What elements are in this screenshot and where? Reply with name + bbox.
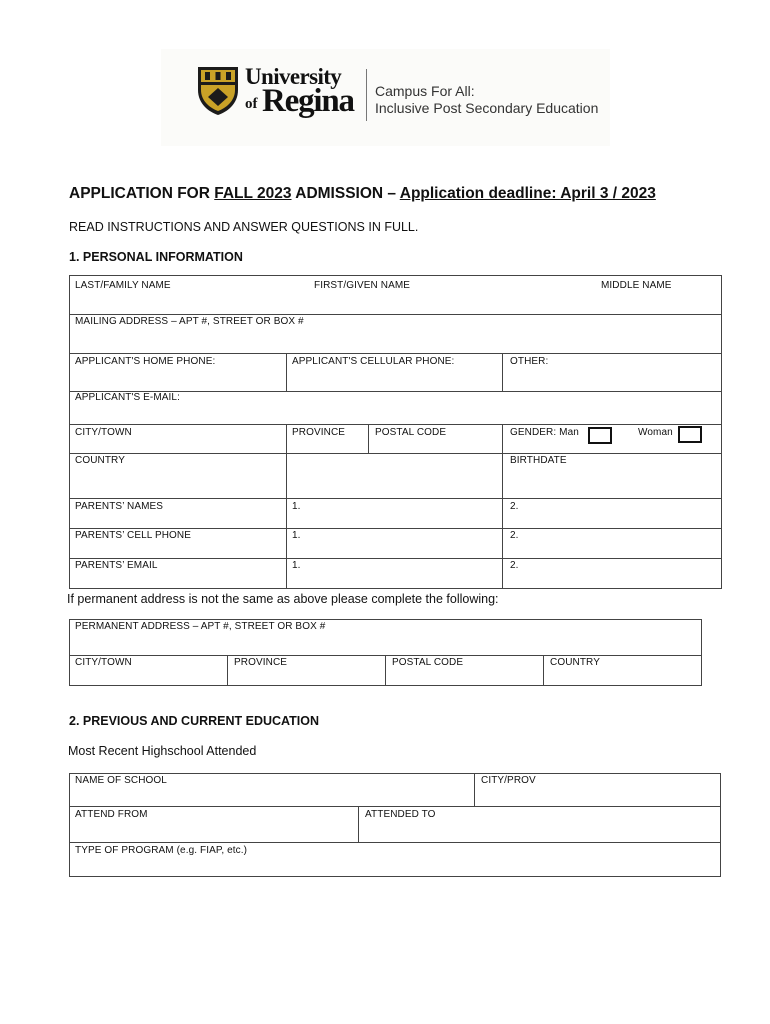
permanent-city-field[interactable]: CITY/TOWN bbox=[75, 657, 132, 668]
logo-divider bbox=[366, 69, 367, 121]
parent-2-email-field[interactable]: 2. bbox=[510, 560, 519, 571]
logo-university-text: University bbox=[245, 64, 342, 89]
permanent-address-note: If permanent address is not the same as above please complete the following: bbox=[67, 592, 499, 606]
parents-cell-label: PARENTS’ CELL PHONE bbox=[75, 530, 192, 541]
first-name-field[interactable]: FIRST/GIVEN NAME bbox=[314, 280, 411, 291]
section-personal-heading: 1. PERSONAL INFORMATION bbox=[69, 250, 243, 264]
attend-from-field[interactable]: ATTEND FROM bbox=[75, 809, 148, 820]
cell-phone-field[interactable]: APPLICANT'S CELLULAR PHONE: bbox=[292, 356, 455, 367]
attended-to-field[interactable]: ATTENDED TO bbox=[365, 809, 436, 820]
university-logo bbox=[161, 49, 610, 146]
middle-name-field[interactable]: MIDDLE NAME bbox=[601, 280, 672, 291]
program-type-field[interactable]: TYPE OF PROGRAM (e.g. FIAP, etc.) bbox=[75, 845, 248, 856]
logo-tagline-2: Inclusive Post Secondary Education bbox=[375, 100, 599, 116]
email-field[interactable]: APPLICANT'S E-MAIL: bbox=[75, 392, 180, 403]
title-deadline: Application deadline: April 3 / 2023 bbox=[399, 185, 656, 202]
school-city-prov-field[interactable]: CITY/PROV bbox=[481, 775, 536, 786]
shield-crest-icon bbox=[197, 66, 239, 116]
logo-regina-text: Regina bbox=[262, 83, 354, 119]
school-name-field[interactable]: NAME OF SCHOOL bbox=[75, 775, 167, 786]
education-table bbox=[69, 773, 721, 877]
birthdate-field[interactable]: BIRTHDATE bbox=[510, 455, 567, 466]
section-education-heading: 2. PREVIOUS AND CURRENT EDUCATION bbox=[69, 714, 320, 728]
instructions-text: READ INSTRUCTIONS AND ANSWER QUESTIONS IN FULL. bbox=[69, 220, 419, 234]
permanent-province-field[interactable]: PROVINCE bbox=[234, 657, 288, 668]
last-name-field[interactable]: LAST/FAMILY NAME bbox=[75, 280, 171, 291]
parents-names-label: PARENTS’ NAMES bbox=[75, 501, 164, 512]
gender-man-checkbox[interactable] bbox=[588, 427, 612, 444]
gender-label: GENDER: Man bbox=[510, 427, 579, 438]
logo-of-text: of bbox=[245, 96, 258, 112]
highschool-subheading: Most Recent Highschool Attended bbox=[68, 744, 257, 758]
city-field[interactable]: CITY/TOWN bbox=[75, 427, 132, 438]
country-field[interactable]: COUNTRY bbox=[75, 455, 125, 466]
permanent-country-field[interactable]: COUNTRY bbox=[550, 657, 600, 668]
logo-tagline-1: Campus For All: bbox=[375, 83, 475, 99]
postal-code-field[interactable]: POSTAL CODE bbox=[375, 427, 447, 438]
mailing-address-field[interactable]: MAILING ADDRESS – APT #, STREET OR BOX # bbox=[75, 316, 304, 327]
other-phone-field[interactable]: OTHER: bbox=[510, 356, 549, 367]
permanent-postal-field[interactable]: POSTAL CODE bbox=[392, 657, 464, 668]
gender-woman-checkbox[interactable] bbox=[678, 426, 702, 443]
home-phone-field[interactable]: APPLICANT'S HOME PHONE: bbox=[75, 356, 216, 367]
page-title bbox=[69, 185, 656, 203]
parent-1-name-field[interactable]: 1. bbox=[292, 501, 301, 512]
parent-1-email-field[interactable]: 1. bbox=[292, 560, 301, 571]
parent-1-cell-field[interactable]: 1. bbox=[292, 530, 301, 541]
parent-2-cell-field[interactable]: 2. bbox=[510, 530, 519, 541]
title-admission: ADMISSION – bbox=[291, 185, 400, 202]
province-field[interactable]: PROVINCE bbox=[292, 427, 346, 438]
title-prefix: APPLICATION FOR bbox=[69, 185, 215, 202]
gender-woman-label: Woman bbox=[638, 427, 673, 438]
parent-2-name-field[interactable]: 2. bbox=[510, 501, 519, 512]
parents-email-label: PARENTS’ EMAIL bbox=[75, 560, 158, 571]
permanent-address-field[interactable]: PERMANENT ADDRESS – APT #, STREET OR BOX # bbox=[75, 621, 326, 632]
title-term: FALL 2023 bbox=[214, 185, 292, 202]
